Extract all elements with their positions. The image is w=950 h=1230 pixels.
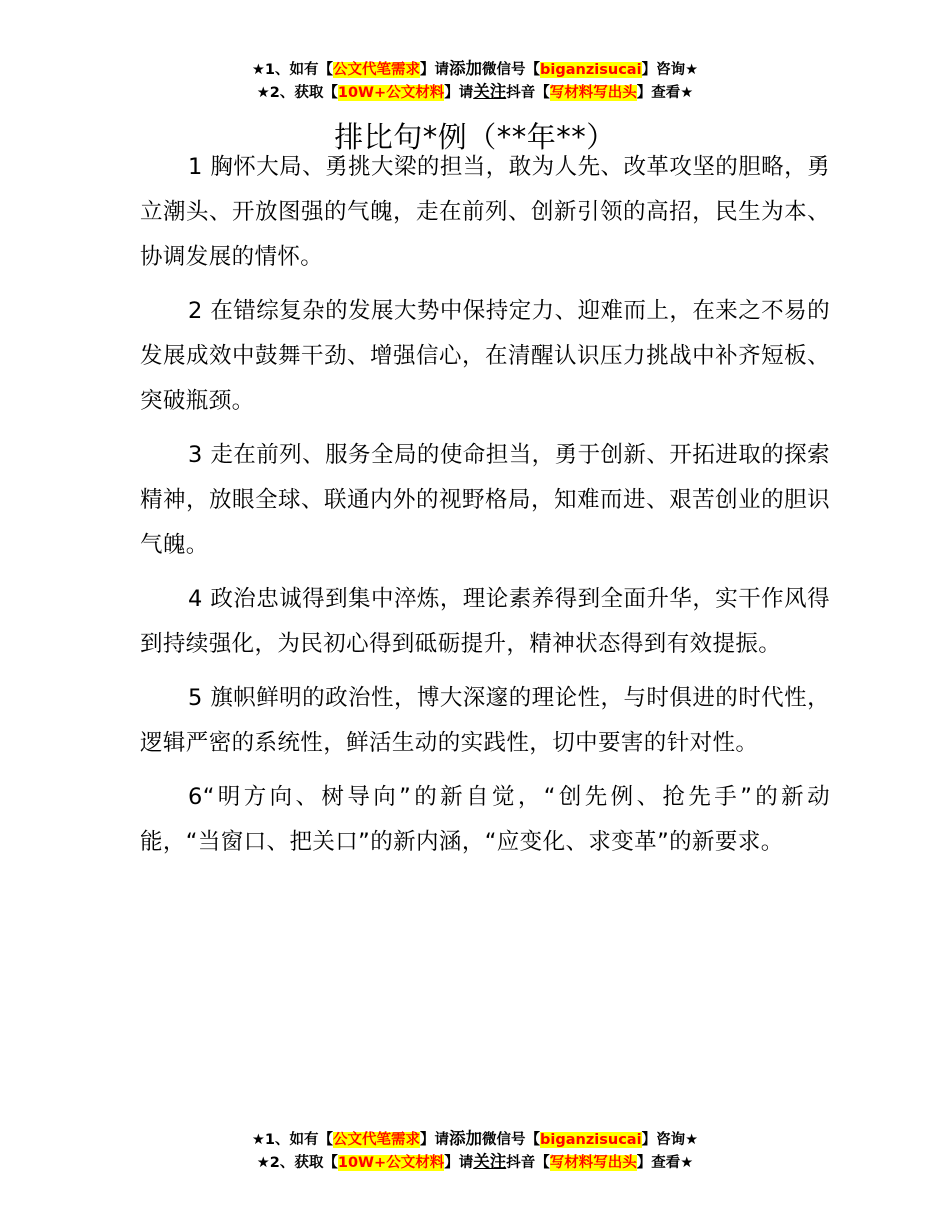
paragraph-6: 6“明方向、树导向”的新自觉，“创先例、抢先手”的新动能，“当窗口、把关口”的新内涵，“应变化、求变革”的新要求。 bbox=[140, 784, 830, 855]
header-banner bbox=[0, 58, 950, 104]
document-title: 排比句*例（**年**） bbox=[334, 120, 616, 154]
footer-line1-suffix: 咨询★ bbox=[656, 1132, 699, 1148]
banner-line1-bracket-open-2: 【 bbox=[525, 62, 541, 78]
footer-line2-bracket-close-1: 】 bbox=[444, 1155, 459, 1171]
footer-line2-bracket-open-2: 【 bbox=[535, 1155, 550, 1171]
banner-line-1 bbox=[0, 58, 950, 81]
banner-line-2 bbox=[0, 81, 950, 104]
banner-line1-text-a: 请 bbox=[434, 62, 450, 78]
paragraph-3: 3 走在前列、服务全局的使命担当，勇于创新、开拓进取的探索精神，放眼全球、联通内外的视野格局，知难而进、艰苦创业的胆识气魄。 bbox=[140, 442, 830, 558]
banner-line2-bracket-close-2: 】 bbox=[636, 85, 652, 101]
paragraph-4: 4 政治忠诚得到集中淬炼，理论素养得到全面升华，实干作风得到持续强化，为民初心得到砥砺提升，精神状态得到有效提振。 bbox=[140, 586, 830, 657]
banner-line1-emphasis: 添加 bbox=[449, 59, 483, 78]
footer-line1-emphasis: 添加 bbox=[449, 1129, 483, 1148]
footer-banner-line-1 bbox=[0, 1128, 950, 1151]
footer-line2-prefix: ★2、获取 bbox=[256, 1155, 324, 1171]
footer-line1-text-a: 请 bbox=[434, 1132, 450, 1148]
banner-line1-suffix: 咨询★ bbox=[656, 62, 699, 78]
banner-line2-suffix: 查看★ bbox=[651, 85, 694, 101]
footer-line1-bracket-close-1: 】 bbox=[420, 1132, 435, 1148]
footer-banner bbox=[0, 1128, 950, 1174]
footer-line1-bracket-open-1: 【 bbox=[318, 1132, 334, 1148]
banner-line2-text-a: 请 bbox=[458, 85, 474, 101]
banner-line2-bracket-close-1: 】 bbox=[444, 85, 459, 101]
footer-line1-bracket-close-2: 】 bbox=[641, 1132, 657, 1148]
paragraph-2: 2 在错综复杂的发展大势中保持定力、迎难而上，在来之不易的发展成效中鼓舞干劲、增强信心，在清醒认识压力挑战中补齐短板、突破瓶颈。 bbox=[140, 298, 830, 414]
footer-line2-suffix: 查看★ bbox=[651, 1155, 694, 1171]
footer-line2-text-b: 抖音 bbox=[506, 1155, 536, 1171]
banner-line2-emphasis: 关注 bbox=[473, 82, 507, 101]
paragraph-1: 1 胸怀大局、勇挑大梁的担当，敢为人先、改革攻坚的胆略，勇立潮头、开放图强的气魄，走在前列、创新引领的高招，民生为本、协调发展的情怀。 bbox=[140, 154, 830, 270]
banner-line2-bracket-open-1: 【 bbox=[323, 85, 338, 101]
footer-line1-text-b: 微信号 bbox=[482, 1132, 526, 1148]
footer-line2-highlight-1: 10W+公文材料 bbox=[337, 1155, 445, 1171]
footer-line2-emphasis: 关注 bbox=[473, 1152, 507, 1171]
banner-line1-bracket-open-1: 【 bbox=[318, 62, 334, 78]
banner-line1-highlight-1: 公文代笔需求 bbox=[333, 62, 421, 78]
banner-line2-highlight-1: 10W+公文材料 bbox=[337, 85, 445, 101]
footer-line2-highlight-2: 写材料写出头 bbox=[549, 1155, 637, 1171]
footer-line2-text-a: 请 bbox=[458, 1155, 474, 1171]
banner-line2-prefix: ★2、获取 bbox=[256, 85, 324, 101]
banner-line1-highlight-2: biganzisucai bbox=[540, 62, 642, 78]
footer-line1-prefix: ★1、如有 bbox=[251, 1132, 319, 1148]
footer-banner-line-2 bbox=[0, 1151, 950, 1174]
banner-line2-highlight-2: 写材料写出头 bbox=[549, 85, 637, 101]
banner-line1-prefix: ★1、如有 bbox=[251, 62, 319, 78]
banner-line1-bracket-close-2: 】 bbox=[641, 62, 657, 78]
banner-line1-bracket-close-1: 】 bbox=[420, 62, 435, 78]
footer-line1-highlight-1: 公文代笔需求 bbox=[333, 1132, 421, 1148]
banner-line2-text-b: 抖音 bbox=[506, 85, 536, 101]
footer-line1-bracket-open-2: 【 bbox=[525, 1132, 541, 1148]
banner-line1-text-b: 微信号 bbox=[482, 62, 526, 78]
banner-line2-bracket-open-2: 【 bbox=[535, 85, 550, 101]
footer-line2-bracket-open-1: 【 bbox=[323, 1155, 338, 1171]
footer-line1-highlight-2: biganzisucai bbox=[540, 1132, 642, 1148]
paragraph-5: 5 旗帜鲜明的政治性，博大深邃的理论性，与时俱进的时代性，逻辑严密的系统性，鲜活生动的实践性，切中要害的针对性。 bbox=[140, 685, 830, 756]
document-body bbox=[140, 145, 830, 874]
footer-line2-bracket-close-2: 】 bbox=[636, 1155, 652, 1171]
